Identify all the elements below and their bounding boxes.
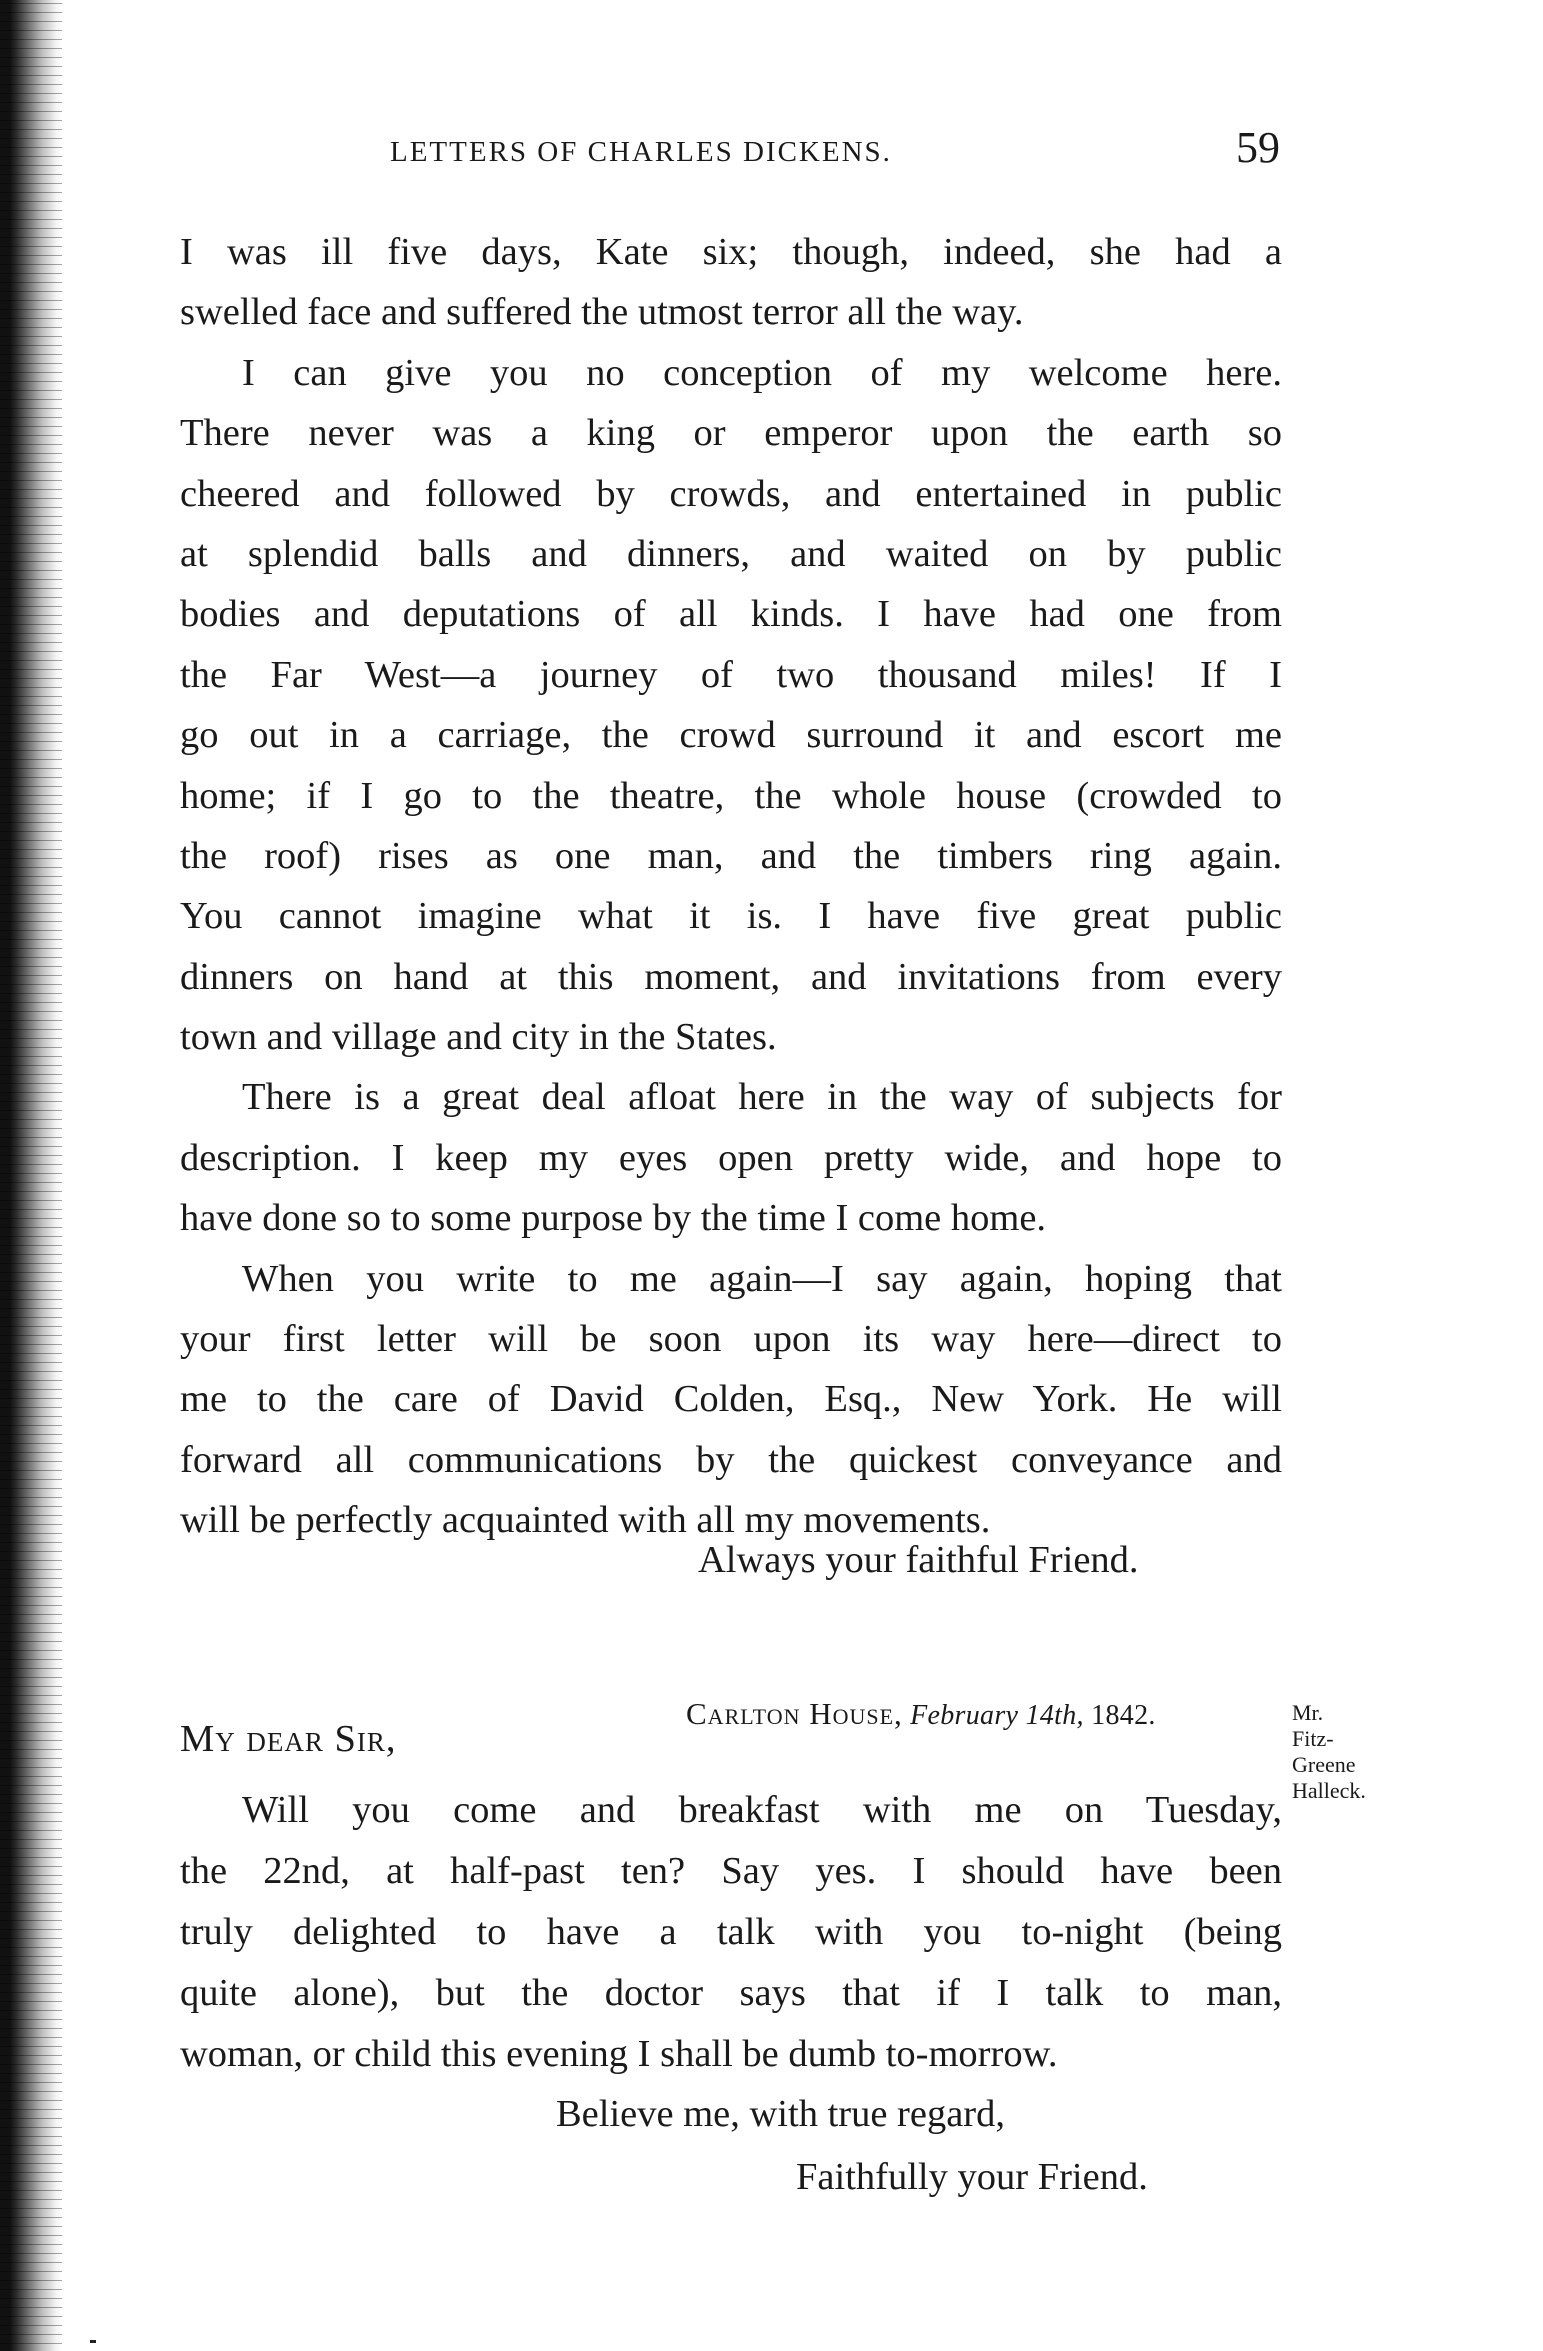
text-line: your first letter will be soon upon its way here—direct to [180, 1318, 1282, 1361]
text-line: have done so to some purpose by the time I come home. [180, 1197, 1047, 1240]
text-line: at splendid balls and dinners, and waited on by public [180, 532, 1282, 575]
text-line: dinners on hand at this moment, and invitations from every [180, 955, 1282, 998]
text-line: go out in a carriage, the crowd surround it and escort me [180, 714, 1282, 757]
letter-body-2 [180, 1780, 1282, 2085]
salutation: My dear Sir, [180, 1718, 397, 1760]
paragraph [180, 1067, 1282, 1248]
signoff-line: Believe me, with true regard, [556, 2093, 1005, 2135]
text-line: the 22nd, at half-past ten? Say yes. I should have been [180, 1850, 1282, 1892]
signature-line: Faithfully your Friend. [796, 2156, 1148, 2198]
text-line: There never was a king or emperor upon the earth so [180, 412, 1282, 455]
margin-note-line: Greene [1292, 1752, 1356, 1777]
text-line: me to the care of David Colden, Esq., New York. He will [180, 1378, 1282, 1421]
text-line: Will you come and breakfast with me on Tuesday, [242, 1789, 1282, 1831]
dateline-place: Carlton House, [686, 1696, 903, 1731]
text-line: the roof) rises as one man, and the timbers ring again. [180, 834, 1282, 877]
margin-note-line: Fitz- [1292, 1726, 1334, 1751]
margin-note-line: Mr. [1292, 1700, 1324, 1725]
text-line: bodies and deputations of all kinds. I have had one from [180, 593, 1282, 636]
paragraph [180, 343, 1282, 1068]
running-head [180, 122, 1280, 182]
margin-note-recipient [1292, 1700, 1452, 1804]
text-line: There is a great deal afloat here in the way of subjects for [242, 1076, 1282, 1119]
letter-body-1 [180, 222, 1282, 1551]
text-line: When you write to me again—I say again, hoping that [242, 1257, 1282, 1300]
text-line: I can give you no conception of my welcome here. [242, 351, 1282, 394]
text-line: swelled face and suffered the utmost terror all the way. [180, 291, 1024, 334]
scan-mark [90, 2340, 96, 2343]
text-line: You cannot imagine what it is. I have five great public [180, 895, 1282, 938]
paragraph [180, 222, 1282, 343]
text-line: cheered and followed by crowds, and entertained in public [180, 472, 1282, 515]
page-number: 59 [1236, 123, 1280, 172]
text-line: truly delighted to have a talk with you to-night (being [180, 1911, 1282, 1953]
text-line: description. I keep my eyes open pretty wide, and hope to [180, 1136, 1282, 1179]
text-line: woman, or child this evening I shall be dumb to-morrow. [180, 2033, 1058, 2075]
dateline [686, 1696, 1156, 1732]
running-title: LETTERS OF CHARLES DICKENS. [390, 136, 892, 168]
text-line: will be perfectly acquainted with all my movements. [180, 1499, 991, 1542]
text-line: forward all communications by the quickest conveyance and [180, 1438, 1282, 1481]
text-line: I was ill five days, Kate six; though, indeed, she had a [180, 231, 1282, 273]
dateline-date: February 14th, [910, 1700, 1084, 1731]
text-line: the Far West—a journey of two thousand miles! If I [180, 653, 1282, 696]
letter-closing: Always your faithful Friend. [698, 1539, 1139, 1581]
text-line: town and village and city in the States. [180, 1016, 777, 1059]
paragraph [180, 1249, 1282, 1551]
text-line: quite alone), but the doctor says that if I talk to man, [180, 1972, 1282, 2014]
margin-note-line: Halleck. [1292, 1778, 1366, 1803]
text-line: home; if I go to the theatre, the whole house (crowded to [180, 774, 1282, 817]
dateline-year: 1842. [1091, 1700, 1156, 1731]
